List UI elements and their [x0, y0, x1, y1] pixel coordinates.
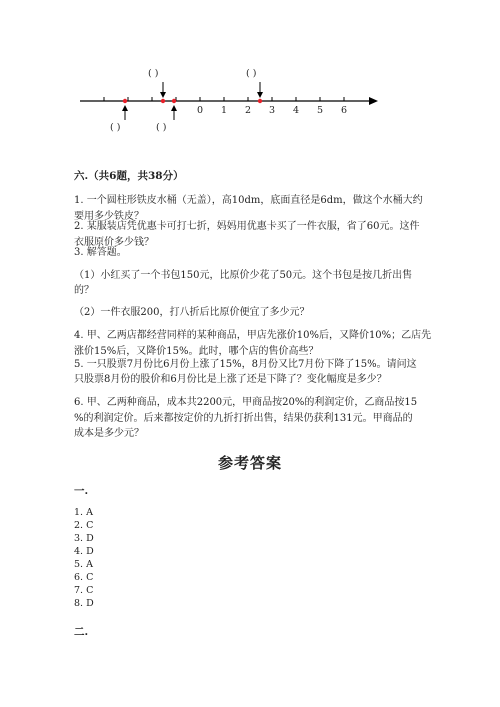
question-6-line-1: 6. 甲、乙两种商品，成本共2200元，甲商品按20%的利润定价，乙商品按15 [74, 397, 418, 408]
tick-label: 3 [269, 105, 276, 116]
down-arrow-right [257, 82, 263, 98]
answers-title: 参考答案 [218, 454, 283, 472]
question-5-line-1: 5. 一只股票7月份比6月份上涨了15%，8月份又比7月份下降了15%。请问这 [74, 359, 417, 370]
answer-item: 8. D [74, 598, 94, 609]
answer-item: 5. A [74, 559, 93, 570]
tick-label: 2 [245, 105, 252, 116]
tick-label: 1 [221, 105, 228, 116]
tick-label: 5 [317, 105, 324, 116]
number-line-arrowhead [369, 97, 378, 105]
up-arrow-right [171, 105, 177, 120]
blank-bottom-right: ( ) [156, 122, 167, 133]
question-1-line-1: 1. 一个圆柱形铁皮水桶（无盖），高10dm，底面直径是6dm，做这个水桶大约 [74, 195, 423, 206]
answers-part-1-heading: 一. [74, 485, 89, 497]
up-arrow-left [122, 105, 128, 120]
question-3b: （2）一件衣服200，打八折后比原价便宜了多少元？ [74, 307, 310, 318]
question-3a-line-1: （1）小红买了一个书包150元，比原价少花了50元。这个书包是按几折出售 [74, 270, 413, 281]
answer-item: 1. A [74, 507, 93, 518]
red-point-3 [172, 99, 176, 103]
section-6-heading: 六.（共6题，共38分） [74, 170, 184, 182]
tick-label: 6 [341, 105, 348, 116]
answers-part-2-heading: 二. [74, 626, 89, 638]
question-4-line-2: 涨价15%后，又降价15%。此时，哪个店的售价高些？ [74, 346, 319, 357]
question-4-line-1: 4. 甲、乙两店都经营同样的某种商品，甲店先涨价10%后，又降价10%；乙店先 [74, 330, 432, 341]
blank-top-right: ( ) [246, 68, 257, 79]
question-6-line-2: %的利润定价。后来都按定价的九折打折出售，结果仍获利131元。甲商品的 [74, 413, 413, 424]
tick-label: 4 [293, 105, 300, 116]
blank-bottom-left: ( ) [110, 122, 121, 133]
question-3: 3. 解答题。 [74, 247, 127, 258]
question-1-line-2: 要用多少铁皮？ [74, 211, 144, 222]
blank-top-left: ( ) [148, 68, 159, 79]
red-point-4 [258, 99, 262, 103]
question-5-line-2: 只股票8月份的股价和6月份比是上涨了还是下降了？变化幅度是多少？ [74, 374, 387, 385]
red-point-1 [123, 99, 127, 103]
question-3a-line-2: 的？ [74, 285, 94, 296]
answer-item: 2. C [74, 520, 94, 531]
down-arrow-left [160, 82, 166, 98]
question-6-line-3: 成本是多少元？ [74, 428, 144, 439]
tick-label: 0 [197, 105, 204, 116]
red-point-2 [161, 99, 165, 103]
answer-item: 4. D [74, 546, 94, 557]
question-2-line-2: 衣服原价多少钱？ [74, 237, 154, 248]
answer-item: 3. D [74, 533, 94, 544]
answer-item: 7. C [74, 585, 94, 596]
question-2-line-1: 2. 某服装店凭优惠卡可打七折，妈妈用优惠卡买了一件衣服，省了60元。这件 [74, 221, 420, 232]
answer-item: 6. C [74, 572, 94, 583]
